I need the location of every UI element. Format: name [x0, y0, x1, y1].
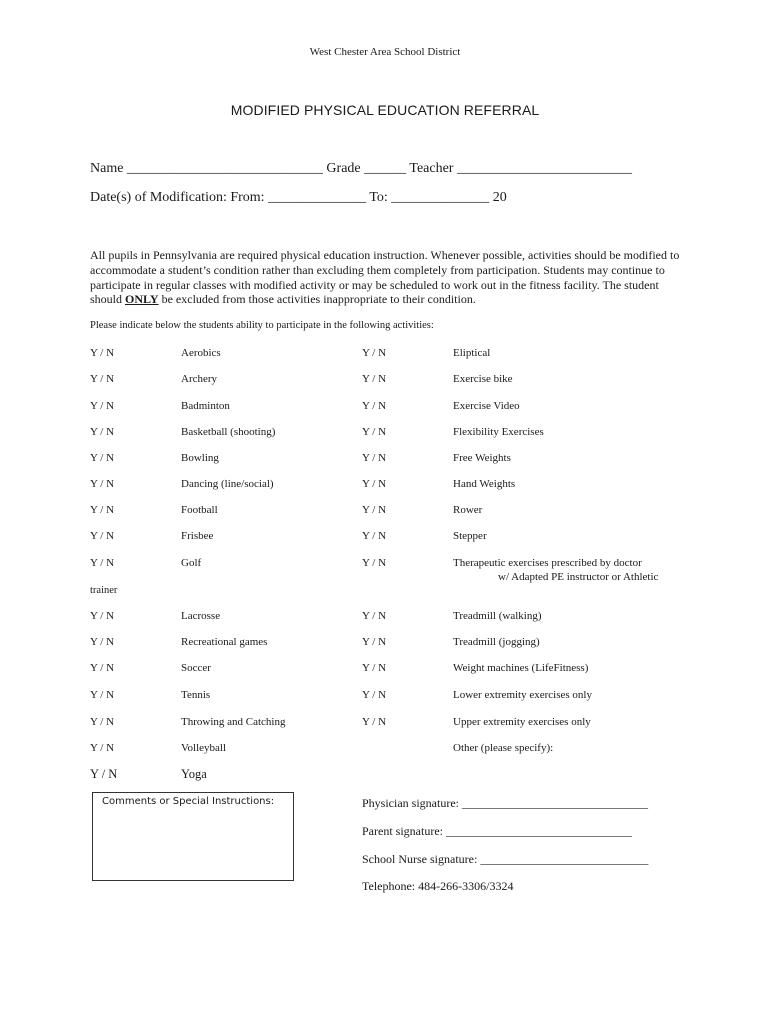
activity-badminton: Badminton	[181, 400, 230, 412]
activity-rower: Rower	[453, 504, 483, 516]
parent-signature-line[interactable]: Parent signature: _______________________________	[362, 824, 632, 838]
yn-lacrosse[interactable]: Y / N	[90, 610, 115, 622]
intro-emphasis: ONLY	[125, 292, 159, 307]
modification-dates-line[interactable]: Date(s) of Modification: From: ______________ To: ______________ 20	[90, 190, 507, 205]
yn-aerobics[interactable]: Y / N	[90, 347, 115, 359]
activity-weight-machines: Weight machines (LifeFitness)	[453, 662, 589, 674]
yn-football[interactable]: Y / N	[90, 504, 115, 516]
yn-therapeutic[interactable]: Y / N	[362, 557, 387, 569]
intro-text-end: be excluded from those activities inappropriate to their condition.	[158, 292, 476, 307]
activity-treadmill-walking: Treadmill (walking)	[453, 610, 542, 622]
yn-soccer[interactable]: Y / N	[90, 662, 115, 674]
yn-hand-weights[interactable]: Y / N	[362, 478, 387, 490]
yn-golf[interactable]: Y / N	[90, 557, 115, 569]
yn-yoga[interactable]: Y / N	[90, 767, 118, 781]
comments-label: Comments or Special Instructions:	[102, 796, 275, 807]
intro-paragraph	[90, 248, 690, 307]
yn-basketball[interactable]: Y / N	[90, 426, 115, 438]
yn-bowling[interactable]: Y / N	[90, 452, 115, 464]
activity-free-weights: Free Weights	[453, 452, 511, 464]
yn-treadmill-jogging[interactable]: Y / N	[362, 636, 387, 648]
yn-throwing-catching[interactable]: Y / N	[90, 716, 115, 728]
intro-text: All pupils in Pennsylvania are required physical education instruction. Whenever possible, activities should be modified to accommodate a student’s condition rather than excluding them completely from participation. Students may continue to participate in regular classes with modified activity or may be scheduled to work out in the fitness facility. The student should	[90, 248, 680, 307]
activity-other: Other (please specify):	[453, 742, 554, 754]
yn-eliptical[interactable]: Y / N	[362, 347, 387, 359]
activity-aerobics: Aerobics	[181, 347, 221, 359]
activity-therapeutic: Therapeutic exercises prescribed by doctor	[453, 557, 642, 569]
activity-therapeutic-cont: w/ Adapted PE instructor or Athletic	[498, 571, 659, 583]
nurse-signature-line[interactable]: School Nurse signature: ____________________________	[362, 852, 649, 866]
yn-lower-extremity[interactable]: Y / N	[362, 689, 387, 701]
activity-soccer: Soccer	[181, 662, 211, 674]
activity-treadmill-jogging: Treadmill (jogging)	[453, 636, 540, 648]
yn-archery[interactable]: Y / N	[90, 373, 115, 385]
yn-frisbee[interactable]: Y / N	[90, 530, 115, 542]
activity-upper-extremity: Upper extremity exercises only	[453, 716, 591, 728]
yn-treadmill-walking[interactable]: Y / N	[362, 610, 387, 622]
activity-volleyball: Volleyball	[181, 742, 227, 754]
activity-bowling: Bowling	[181, 452, 219, 464]
yn-volleyball[interactable]: Y / N	[90, 742, 115, 754]
yn-exercise-video[interactable]: Y / N	[362, 400, 387, 412]
activity-basketball: Basketball (shooting)	[181, 426, 276, 438]
yn-dancing[interactable]: Y / N	[90, 478, 115, 490]
name-grade-teacher-line[interactable]: Name ____________________________ Grade ______ Teacher _________________________	[90, 161, 632, 176]
activity-golf: Golf	[181, 557, 202, 569]
activity-eliptical: Eliptical	[453, 347, 491, 359]
activity-lower-extremity: Lower extremity exercises only	[453, 689, 592, 701]
activity-lacrosse: Lacrosse	[181, 610, 221, 622]
activity-dancing: Dancing (line/social)	[181, 478, 274, 490]
district-name: West Chester Area School District	[309, 46, 461, 58]
activity-recreational-games: Recreational games	[181, 636, 268, 648]
activity-stepper: Stepper	[453, 530, 487, 542]
yn-weight-machines[interactable]: Y / N	[362, 662, 387, 674]
activity-exercise-video: Exercise Video	[453, 400, 520, 412]
yn-free-weights[interactable]: Y / N	[362, 452, 387, 464]
yn-upper-extremity[interactable]: Y / N	[362, 716, 387, 728]
activity-yoga: Yoga	[181, 767, 207, 781]
yn-stepper[interactable]: Y / N	[362, 530, 387, 542]
yn-rower[interactable]: Y / N	[362, 504, 387, 516]
therapeutic-trainer-cont: trainer	[90, 585, 118, 596]
activity-throwing-catching: Throwing and Catching	[181, 716, 286, 728]
yn-flexibility[interactable]: Y / N	[362, 426, 387, 438]
activity-hand-weights: Hand Weights	[453, 478, 516, 490]
yn-tennis[interactable]: Y / N	[90, 689, 115, 701]
activity-football: Football	[181, 504, 218, 516]
activities-prompt: Please indicate below the students ability to participate in the following activities:	[90, 320, 434, 331]
activity-exercise-bike: Exercise bike	[453, 373, 513, 385]
activity-flexibility: Flexibility Exercises	[453, 426, 544, 438]
physician-signature-line[interactable]: Physician signature: _______________________________	[362, 796, 648, 810]
activity-tennis: Tennis	[181, 689, 211, 701]
comments-box[interactable]	[92, 792, 294, 881]
telephone: Telephone: 484-266-3306/3324	[362, 879, 514, 893]
page-title: MODIFIED PHYSICAL EDUCATION REFERRAL	[230, 102, 540, 118]
yn-badminton[interactable]: Y / N	[90, 400, 115, 412]
activity-frisbee: Frisbee	[181, 530, 214, 542]
yn-recreational-games[interactable]: Y / N	[90, 636, 115, 648]
activity-archery: Archery	[181, 373, 218, 385]
yn-exercise-bike[interactable]: Y / N	[362, 373, 387, 385]
